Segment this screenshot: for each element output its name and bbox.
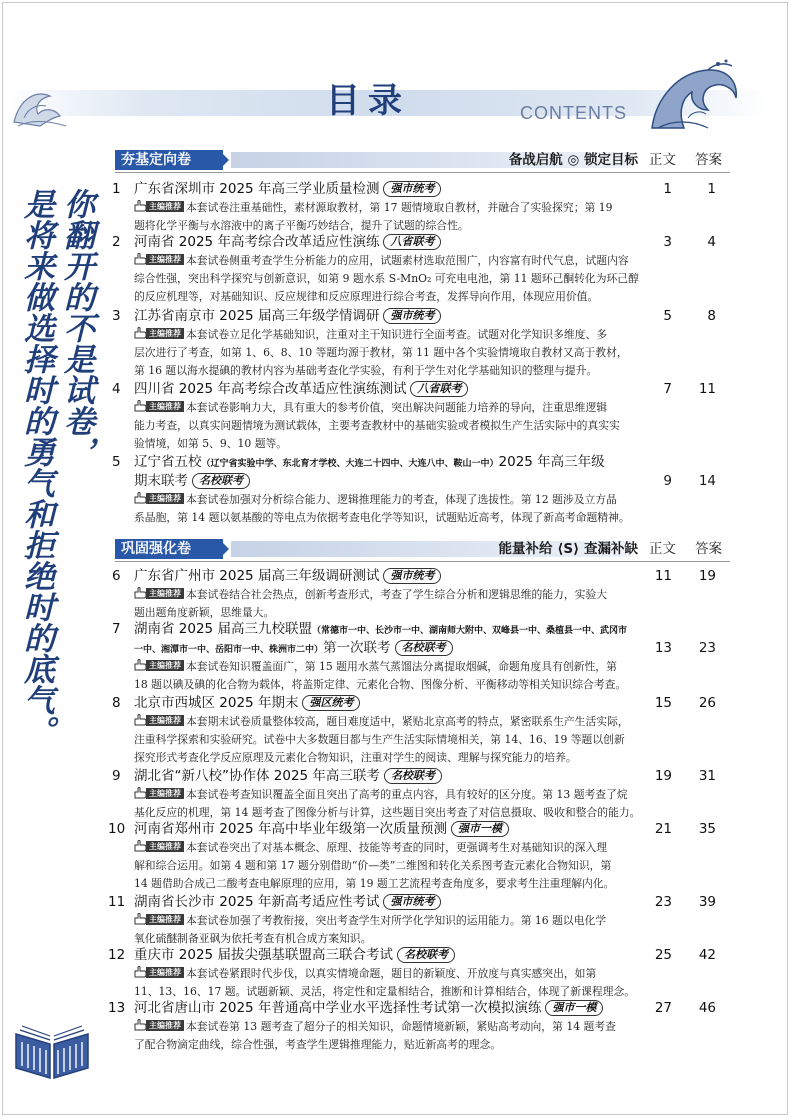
entry-description <box>134 912 654 948</box>
entry-description <box>134 252 654 306</box>
entry-title-line-2 <box>110 472 730 491</box>
entry-number: 5 <box>112 454 121 470</box>
recommend-tag-label: 主编推荐 <box>146 841 184 852</box>
entry-title[interactable] <box>134 180 441 199</box>
entry-badge: 强市统考 <box>383 181 441 197</box>
entry-page-text[interactable]: 23 <box>654 894 672 910</box>
entry-description <box>134 658 654 694</box>
entry-title[interactable] <box>134 453 605 474</box>
toc-entry[interactable] <box>110 307 730 380</box>
recommend-tag <box>134 252 184 266</box>
entry-page-answer[interactable]: 19 <box>698 568 716 584</box>
recommend-tag <box>134 786 184 800</box>
toc-entry[interactable] <box>110 694 730 767</box>
entry-number: 3 <box>112 308 121 324</box>
section-arrow <box>219 150 229 170</box>
entry-title[interactable] <box>134 380 468 399</box>
entry-title-cont <box>134 472 250 491</box>
description-text: 本套试卷知识覆盖面广，第 15 题用水蒸气蒸馏法分离提取烟碱，命题角度具有创新性，第 <box>186 660 617 673</box>
entry-page-text[interactable]: 15 <box>654 695 672 711</box>
description-text: 了配合物滴定曲线，综合性强，考查学生逻辑推理能力，贴近新高考的理念。 <box>134 1038 502 1051</box>
description-line <box>134 1018 654 1036</box>
description-line <box>134 749 654 767</box>
entry-title-line <box>110 180 730 199</box>
entry-number: 12 <box>108 947 126 963</box>
description-text: 11、13、16、17 题。试题新颖、灵活，将定性和定量相结合，推断和计算相结合，体现了新课程理念。 <box>134 985 636 998</box>
description-line <box>134 199 654 217</box>
description-line <box>134 270 654 288</box>
section-header-1 <box>115 150 730 172</box>
recommend-tag <box>134 586 184 600</box>
entry-number: 7 <box>112 621 121 637</box>
header-banner <box>8 70 768 132</box>
recommend-tag <box>134 965 184 979</box>
entry-badge: 名校联考 <box>384 768 442 784</box>
entry-title-text: 重庆市 2025 届拔尖强基联盟高三联合考试 <box>134 947 393 963</box>
description-text: 综合性强，突出科学探究与创新意识，如第 9 题水系 S-MnO₂ 可充电电池，第 11 题环己酮转化为环己醇 <box>134 272 639 285</box>
toc-entry[interactable] <box>110 893 730 948</box>
entry-title[interactable] <box>134 999 603 1018</box>
toc-entry[interactable] <box>110 999 730 1054</box>
toc-entry[interactable] <box>110 620 730 694</box>
recommend-tag-label: 主编推荐 <box>146 660 184 671</box>
section-arrow <box>219 539 229 559</box>
description-text: 第 16 题以海水提碘的教材内容为基础考查化学实验，有利于学生对化学基础知识的整理与提升。 <box>134 364 598 377</box>
entry-description <box>134 586 654 622</box>
entry-page-answer[interactable]: 11 <box>698 381 716 397</box>
description-text: 本套试卷注重基础性，素材源取教材，第 17 题情境取自教材，并融合了实验探究；第 19 <box>186 201 613 214</box>
entry-title-line <box>110 620 730 639</box>
description-line <box>134 586 654 604</box>
recommend-tag-label: 主编推荐 <box>146 788 184 799</box>
slogan-line-1: 你翻开的不是试卷， <box>58 188 94 467</box>
toc-entry[interactable] <box>110 453 730 527</box>
entry-title-text-cont: 第一次联考 <box>323 640 391 656</box>
toc-entry[interactable] <box>110 820 730 893</box>
description-text: 本套试卷考查知识覆盖全面且突出了高考的重点内容，具有较好的区分度。第 13 题考查了烷 <box>186 788 628 801</box>
recommend-tag-label: 主编推荐 <box>146 1020 184 1031</box>
entry-page-answer[interactable]: 8 <box>707 308 716 324</box>
toc-entry[interactable] <box>110 233 730 306</box>
entry-schools: （常德市一中、长沙市一中、湖南师大附中、双峰县一中、桑植县一中、武冈市 <box>311 626 627 636</box>
entry-title-text: 河南省郑州市 2025 年高中毕业年级第一次质量预测 <box>134 821 447 837</box>
wave-icon <box>648 58 740 132</box>
description-line <box>134 509 654 527</box>
entry-title[interactable] <box>134 946 455 965</box>
entry-title-text: 四川省 2025 年高考综合改革适应性演练测试 <box>134 381 407 397</box>
entry-title-line <box>110 567 730 586</box>
recommend-tag <box>134 326 184 340</box>
section-title: 夯基定向卷 <box>115 150 223 170</box>
description-line <box>134 399 654 417</box>
description-line <box>134 965 654 983</box>
entry-badge: 强区统考 <box>302 695 360 711</box>
description-line <box>134 713 654 731</box>
entry-page-text[interactable]: 3 <box>663 234 672 250</box>
description-text: 探究形式考查化学反应原理及元素化合物知识，注重对学生的阅读、理解与探究能力的培养。 <box>134 751 577 764</box>
entry-description <box>134 1018 654 1054</box>
entry-page-text[interactable]: 19 <box>654 768 672 784</box>
description-text: 14 题借助合成己二酸考查电解原理的应用，第 19 题工艺流程考查角度多，要求考生注重理解内化。 <box>134 877 615 890</box>
recommend-tag-label: 主编推荐 <box>146 328 184 339</box>
entry-number: 2 <box>112 234 121 250</box>
description-text: 本套试卷侧重考查学生分析能力的应用，试题素材选取范围广，内容富有时代气息，试题内容 <box>186 254 629 267</box>
description-text: 氧化硫醚制备亚砜为依托考查有机合成方案知识。 <box>134 932 372 945</box>
description-text: 本套试卷突出了对基本概念、原理、技能等考查的同时，更强调考生对基础知识的深入理 <box>186 841 608 854</box>
entry-title-text: 江苏省南京市 2025 届高三年级学情调研 <box>134 308 380 324</box>
description-text: 本套期末试卷质量整体较高，题目难度适中，紧贴北京高考的特点，紧密联系生产生活实际， <box>186 715 629 728</box>
entry-title-line <box>110 233 730 252</box>
entry-badge: 名校联考 <box>395 640 453 656</box>
recommend-tag-label: 主编推荐 <box>146 254 184 265</box>
toc-entry[interactable] <box>110 567 730 622</box>
entry-description <box>134 786 654 822</box>
entry-title-end: 2025 年高三年级 <box>498 454 605 470</box>
slogan <box>12 188 100 948</box>
page-title: 目录 <box>326 81 410 121</box>
recommend-tag <box>134 658 184 672</box>
entry-number: 1 <box>112 181 121 197</box>
entry-page-text[interactable]: 25 <box>654 947 672 963</box>
description-line <box>134 252 654 270</box>
toc-entry[interactable] <box>110 180 730 235</box>
description-line <box>134 857 654 875</box>
description-text: 本套试卷立足化学基础知识，注重对主干知识进行全面考查。试题对化学知识多维度、多 <box>186 328 608 341</box>
section-rule <box>115 172 730 173</box>
entry-description <box>134 399 654 453</box>
entry-title-line <box>110 453 730 472</box>
description-text: 题出题角度新颖，思维量大。 <box>134 606 275 619</box>
description-line <box>134 326 654 344</box>
entry-title[interactable] <box>134 767 442 786</box>
description-text: 层次进行了考查，如第 1、6、8、10 等题均源于教材，第 11 题中各个实验情境取自教材又高于教材， <box>134 346 628 359</box>
entry-schools: （辽宁省实验中学、东北育才学校、大连二十四中、大连八中、鞍山一中） <box>201 459 499 469</box>
description-text: 本套试卷加强对分析综合能力、逻辑推理能力的考查，体现了选拔性。第 12 题涉及立方晶 <box>186 493 617 506</box>
recommend-tag-label: 主编推荐 <box>146 588 184 599</box>
recommend-tag <box>134 491 184 505</box>
entry-title-text: 广东省深圳市 2025 年高三学业质量检测 <box>134 181 380 197</box>
entry-number: 6 <box>112 568 121 584</box>
column-header-answer: 答案 <box>695 541 722 557</box>
entry-description <box>134 326 654 380</box>
section-rule <box>115 561 730 562</box>
entry-badge: 八省联考 <box>410 381 468 397</box>
description-text: 本套试卷结合社会热点，创新考查形式，考查了学生综合分析和逻辑思维的能力，实验大 <box>186 588 608 601</box>
recommend-tag <box>134 713 184 727</box>
entry-page-text[interactable]: 5 <box>663 308 672 324</box>
section-subtitle: 能量补给 ⟨S⟩ 查漏补缺 <box>498 541 638 557</box>
entry-page-text[interactable]: 13 <box>654 640 672 656</box>
entry-title-text: 河南省 2025 年高考综合改革适应性演练 <box>134 234 380 250</box>
section-subtitle: 备战启航 ◎ 锁定目标 <box>508 152 638 168</box>
recommend-tag-label: 主编推荐 <box>146 967 184 978</box>
description-text: 能力考查，以真实问题情境为测试载体，主要考查教材中的基础实验或者模拟生产生活实际中的真实实 <box>134 419 620 432</box>
description-line <box>134 731 654 749</box>
description-text: 本套试卷影响力大，具有重大的参考价值，突出解决问题能力培养的导向，注重思维逻辑 <box>186 401 608 414</box>
entry-title[interactable] <box>134 620 627 641</box>
entry-page-answer[interactable]: 26 <box>698 695 716 711</box>
entry-page-text[interactable]: 9 <box>663 473 672 489</box>
entry-title-line <box>110 946 730 965</box>
entry-title-text: 湖南省 2025 届高三九校联盟 <box>134 621 312 637</box>
entry-title-text: 湖北省“新八校”协作体 2025 年高三联考 <box>134 768 380 784</box>
entry-badge: 强市统考 <box>383 308 441 324</box>
entry-title-line <box>110 999 730 1018</box>
recommend-tag <box>134 399 184 413</box>
description-line <box>134 435 654 453</box>
page-subtitle: CONTENTS <box>520 103 627 123</box>
description-text: 本套试卷加强了考教衔接，突出考查学生对所学化学知识的运用能力。第 16 题以电化学 <box>186 914 607 927</box>
toc-entry[interactable] <box>110 946 730 1001</box>
entry-page-text[interactable]: 21 <box>654 821 672 837</box>
column-header-text: 正文 <box>649 152 676 168</box>
description-line <box>134 288 654 306</box>
description-line <box>134 658 654 676</box>
entry-title-text: 湖南省长沙市 2025 年新高考适应性考试 <box>134 894 380 910</box>
entry-title-line-2 <box>110 639 730 658</box>
column-header-text: 正文 <box>649 541 676 557</box>
entry-number: 11 <box>108 894 126 910</box>
description-line <box>134 875 654 893</box>
entry-title[interactable] <box>134 694 360 713</box>
entry-page-text[interactable]: 11 <box>654 568 672 584</box>
description-text: 验情境，如第 5、9、10 题等。 <box>134 437 288 450</box>
entry-number: 13 <box>108 1000 126 1016</box>
description-line <box>134 362 654 380</box>
column-header-answer: 答案 <box>695 152 722 168</box>
entry-badge: 八省联考 <box>383 234 441 250</box>
entry-title-cont <box>134 639 453 660</box>
entry-page-answer[interactable]: 31 <box>698 768 716 784</box>
entry-title-line <box>110 767 730 786</box>
description-text: 本套试卷第 13 题考查了超分子的相关知识，命题情境新颖，紧贴高考动向，第 14 题考查 <box>186 1020 616 1033</box>
entry-badge: 强市一模 <box>451 821 509 837</box>
description-text: 题将化学平衡与水溶液中的离子平衡巧妙结合，提升了试题的综合性。 <box>134 219 469 232</box>
description-text: 18 题以碘及碘的化合物为载体，将盖斯定律、元素化合物、图像分析、平衡移动等相关知识综合考查。 <box>134 678 627 691</box>
description-line <box>134 344 654 362</box>
entry-page-answer[interactable]: 42 <box>698 947 716 963</box>
entry-badge: 名校联考 <box>192 473 250 489</box>
entry-page-answer[interactable]: 35 <box>698 821 716 837</box>
description-text: 系晶胞，第 14 题以氨基酸的等电点为依据考查电化学等知识，试题贴近高考，体现了新高考命题精神。 <box>134 511 630 524</box>
entry-page-answer[interactable]: 39 <box>698 894 716 910</box>
description-text: 解和综合运用。如第 4 题和第 17 题分别借助“价—类”二维图和转化关系图考查元素化合物知识，第 <box>134 859 612 872</box>
toc-entry[interactable] <box>110 380 730 453</box>
entry-page-answer[interactable]: 46 <box>698 1000 716 1016</box>
description-text: 基化反应的机理，第 14 题考查了图像分析与计算，这些题目突出考查了对信息摄取、吸收和整合的能力。 <box>134 806 641 819</box>
description-text: 本套试卷紧跟时代步伐，以真实情境命题，题目的新颖度、开放度与真实感突出，如第 <box>186 967 597 980</box>
section-header-2 <box>115 539 730 561</box>
entry-badge: 强市统考 <box>383 894 441 910</box>
recommend-tag <box>134 199 184 213</box>
entry-description <box>134 199 654 235</box>
entry-title-line <box>110 694 730 713</box>
entry-title-line <box>110 893 730 912</box>
entry-badge: 强市统考 <box>383 568 441 584</box>
description-line <box>134 491 654 509</box>
entry-description <box>134 713 654 767</box>
entry-description <box>134 965 654 1001</box>
entry-title[interactable] <box>134 567 441 586</box>
slogan-line-2: 是将来做选择时的勇气和拒绝时的底气。 <box>18 188 54 746</box>
recommend-tag <box>134 912 184 926</box>
wave-icon <box>10 68 70 128</box>
description-text: 的反应机理等，对基础知识、反应规律和反应原理进行综合考查，发挥导向作用，体现应用价值。 <box>134 290 599 303</box>
entry-title[interactable] <box>134 307 441 326</box>
entry-number: 10 <box>108 821 126 837</box>
recommend-tag-label: 主编推荐 <box>146 715 184 726</box>
recommend-tag-label: 主编推荐 <box>146 401 184 412</box>
entry-description <box>134 491 654 527</box>
entry-title-text: 辽宁省五校 <box>134 454 202 470</box>
recommend-tag-label: 主编推荐 <box>146 201 184 212</box>
entry-number: 4 <box>112 381 121 397</box>
description-line <box>134 786 654 804</box>
entry-badge: 名校联考 <box>397 947 455 963</box>
entry-title[interactable] <box>134 820 509 839</box>
entry-title-line <box>110 307 730 326</box>
entry-page-answer[interactable]: 1 <box>707 181 716 197</box>
entry-number: 9 <box>112 768 121 784</box>
entry-title-text-cont: 期末联考 <box>134 473 188 489</box>
toc-entry[interactable] <box>110 767 730 822</box>
entry-page-text[interactable]: 27 <box>654 1000 672 1016</box>
description-line <box>134 417 654 435</box>
description-line <box>134 839 654 857</box>
description-line <box>134 1036 654 1054</box>
entry-title-line <box>110 820 730 839</box>
entry-page-text[interactable]: 1 <box>663 181 672 197</box>
recommend-tag-label: 主编推荐 <box>146 493 184 504</box>
entry-page-text[interactable]: 7 <box>663 381 672 397</box>
entry-title-text: 河北省唐山市 2025 年普通高中学业水平选择性考试第一次模拟演练 <box>134 1000 542 1016</box>
entry-title[interactable] <box>134 893 441 912</box>
entry-title[interactable] <box>134 233 441 252</box>
entry-page-answer[interactable]: 14 <box>698 473 716 489</box>
description-line <box>134 676 654 694</box>
description-line <box>134 912 654 930</box>
description-text: 注重科学探索和实验研究。试卷中大多数题目都与生产生活实际情境相关，第 14、16、19 等题以创新 <box>134 733 625 746</box>
entry-title-text: 广东省广州市 2025 届高三年级调研测试 <box>134 568 380 584</box>
recommend-tag <box>134 1018 184 1032</box>
recommend-tag-label: 主编推荐 <box>146 914 184 925</box>
recommend-tag <box>134 839 184 853</box>
entry-schools-cont: 一中、湘潭市一中、岳阳市一中、株洲市二中） <box>134 645 324 655</box>
entry-page-answer[interactable]: 4 <box>707 234 716 250</box>
open-book-icon <box>10 1004 94 1082</box>
entry-title-line <box>110 380 730 399</box>
entry-number: 8 <box>112 695 121 711</box>
section-title: 巩固强化卷 <box>115 539 223 559</box>
entry-badge: 强市一模 <box>545 1000 603 1016</box>
entry-page-answer[interactable]: 23 <box>698 640 716 656</box>
entry-title-text: 北京市西城区 2025 年期末 <box>134 695 299 711</box>
entry-description <box>134 839 654 893</box>
